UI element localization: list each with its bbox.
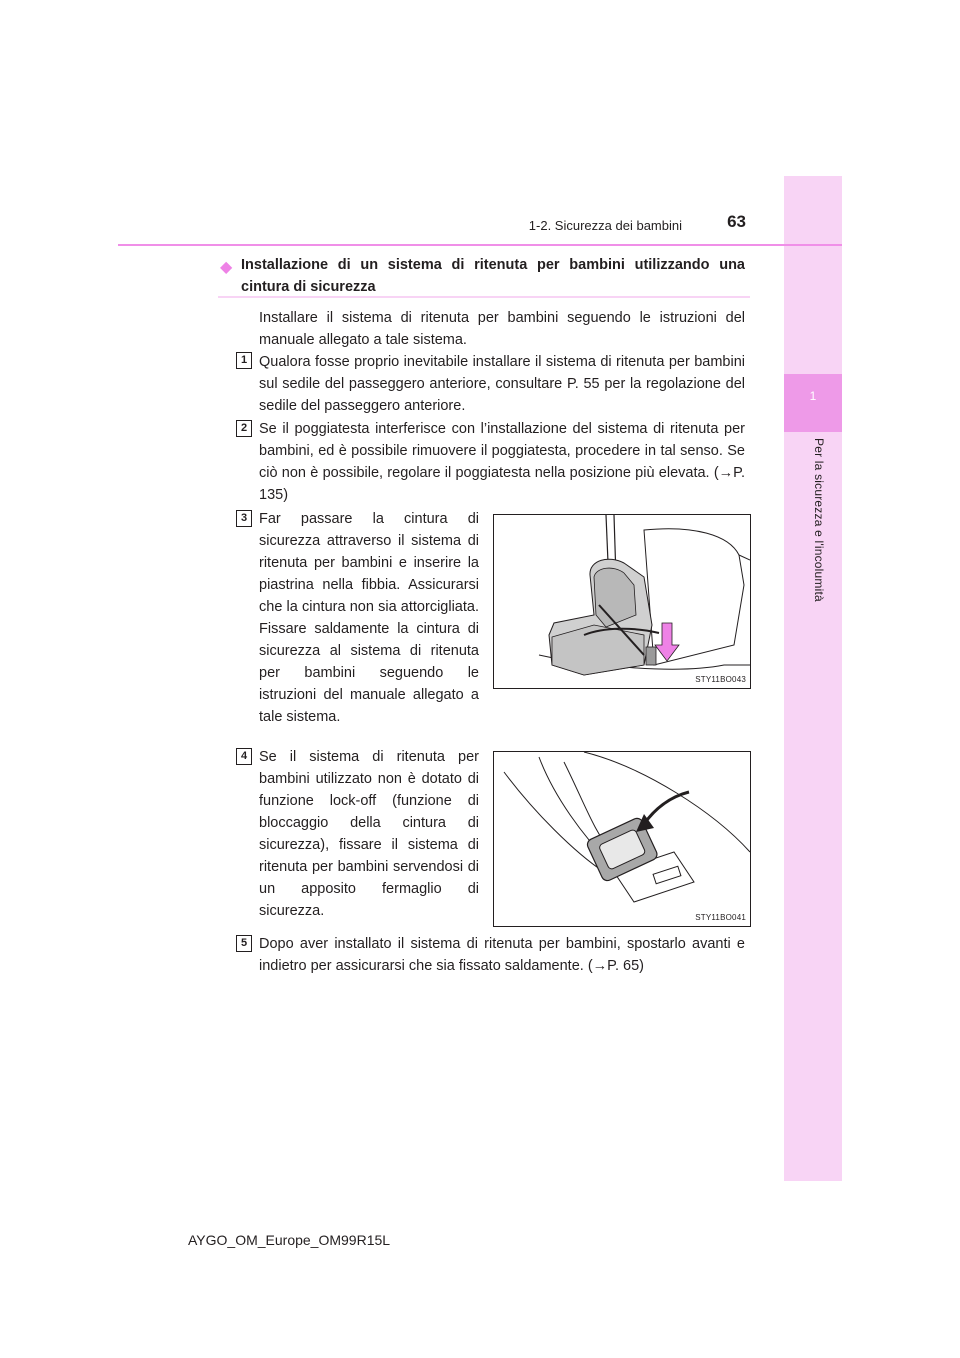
step-3-text: Far passare la cintura di sicurezza attraverso il sistema di ritenuta per bambini e inserire la piastrina nella fibbia. Assicurarsi che la cintura non sia attorcigliata. Fissare saldamente la cintura di sicurezza al sistema di ritenuta per bambini seguendo le istruzioni del manuale allegato a tale sistema.	[259, 511, 479, 725]
chapter-title: Per la sicurezza e l'incolumità	[812, 438, 826, 602]
footer-document-id: AYGO_OM_Europe_OM99R15L	[188, 1232, 391, 1248]
intro-paragraph: Installare il sistema di ritenuta per bambini seguendo le istruzioni del manuale allegato a tale sistema.	[259, 310, 745, 348]
step-number-badge: 3	[236, 510, 252, 527]
chapter-number: 1	[809, 389, 817, 403]
step-number-badge: 1	[236, 352, 252, 369]
step-1-text: Qualora fosse proprio inevitabile installare il sistema di ritenuta per bambini sul sedile del passeggero anteriore, consultare P. 55 per la regolazione del sedile del passeggero anteriore.	[259, 354, 745, 414]
locking-clip-illustration	[494, 752, 750, 926]
step-number-badge: 5	[236, 935, 252, 952]
header-rule	[118, 244, 842, 246]
section-title: Installazione di un sistema di ritenuta per bambini utilizzando una cintura di sicurezza	[241, 257, 745, 295]
figure-code: STY11BO043	[695, 675, 746, 684]
step-number-badge: 2	[236, 420, 252, 437]
chapter-tab	[784, 374, 842, 432]
step-number-badge: 4	[236, 748, 252, 765]
step-5-text: Dopo aver installato il sistema di ritenuta per bambini, spostarlo avanti e indietro per assicurarsi che sia fissato saldamente. (→P. 65)	[259, 936, 745, 974]
figure-code: STY11BO041	[695, 913, 746, 922]
page-number: 63	[727, 212, 746, 231]
title-underline	[218, 296, 750, 298]
figure-locking-clip	[493, 751, 751, 927]
step-2-text: Se il poggiatesta interferisce con l’installazione del sistema di ritenuta per bambini, ed è possibile rimuovere il poggiatesta, procedere in tal senso. Se ciò non è possibile, regolare il poggiatesta nella posizione più elevata. (→P. 135)	[259, 421, 745, 503]
step-4-text: Se il sistema di ritenuta per bambini utilizzato non è dotato di funzione lock-off (funzione di bloccaggio della cintura di sicurezza), fissare il sistema di ritenuta per bambini servendosi di un apposito fermaglio di sicurezza.	[259, 749, 479, 919]
diamond-bullet-icon: ◆	[220, 259, 233, 276]
chapter-side-band	[784, 176, 842, 1181]
child-seat-illustration	[494, 515, 750, 688]
figure-child-seat-belt	[493, 514, 751, 689]
section-label: 1-2. Sicurezza dei bambini	[528, 218, 682, 233]
